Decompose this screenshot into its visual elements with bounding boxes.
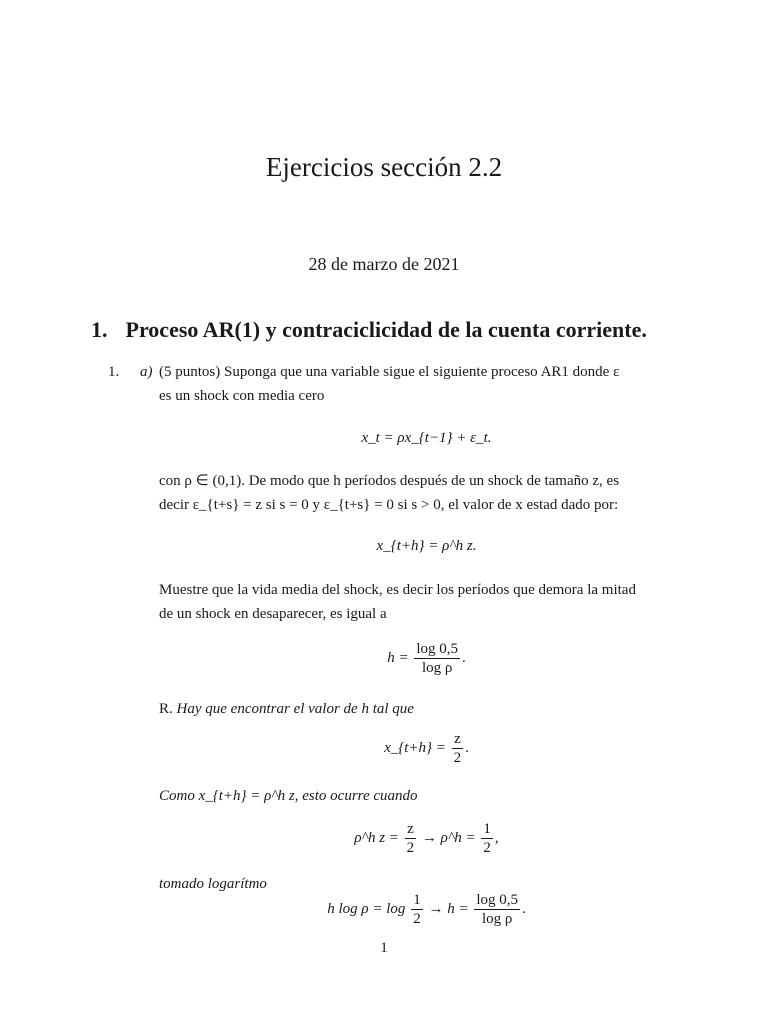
- eq5-denominator-2: 2: [483, 840, 491, 856]
- question-line-1: Muestre que la vida media del shock, es decir los períodos que demora la mitad: [159, 582, 636, 598]
- equation-condition: x_{t+h} = $\frac{z}{2}$ .: [384, 731, 469, 766]
- eq3-numerator: log 0,5: [416, 641, 459, 657]
- intro-line-1: (5 puntos) Suponga que una variable sigue el siguiente proceso AR1 donde ε: [159, 364, 620, 380]
- definition-paragraph: [159, 469, 694, 517]
- question-line-2: de un shock en desaparecer, es igual a: [159, 606, 387, 622]
- answer-text: Hay que encontrar el valor de h tal que: [176, 701, 414, 717]
- equation-half-life: h = $\frac{\log 0,5}{\text{log ρ}}$ .: [387, 641, 466, 676]
- eq6-fraction-2: [474, 891, 520, 928]
- eq6-numerator-1: 1: [413, 892, 421, 908]
- document-date: 28 de marzo de 2021: [308, 254, 460, 274]
- answer-prefix: R.: [159, 701, 173, 717]
- eq6-denominator-1: 2: [413, 911, 421, 927]
- eq3-denominator: log ρ: [421, 660, 453, 676]
- eq3-fraction: [414, 640, 460, 677]
- section-title: Proceso AR(1) y contraciclicidad de la cuenta corriente.: [125, 317, 647, 342]
- tomado-paragraph: tomado logarítmo: [159, 876, 267, 892]
- answer-paragraph: [159, 697, 694, 721]
- como-paragraph: Como x_{t+h} = ρ^h z, esto ocurre cuando: [159, 788, 418, 804]
- eq5-denominator-1: 2: [406, 840, 415, 856]
- eq5-fraction-1: [405, 820, 417, 857]
- definition-line-2: decir ε_{t+s} = z si s = 0 y ε_{t+s} = 0 si s > 0, el valor de x estad dado por:: [159, 497, 619, 513]
- intro-line-2: es un shock con media cero: [159, 388, 325, 404]
- item-letter: a): [140, 364, 153, 380]
- eq5-part-a: ρ^h z =: [354, 829, 399, 846]
- eq6-part-a: h log ρ = log: [327, 900, 406, 917]
- eq6-part-b: → h =: [428, 900, 469, 917]
- section-heading: [91, 317, 647, 343]
- equation-impulse: x_{t+h} = ρ^h z.: [376, 538, 477, 554]
- eq6-numerator-2: log 0,5: [476, 892, 518, 908]
- section-number: 1.: [91, 317, 108, 342]
- eq5-part-b: → ρ^h =: [421, 829, 476, 846]
- question-paragraph: [159, 578, 694, 626]
- equation-log-solution: h log ρ = log $\frac{1}{2}$ → h = $\frac{\log 0,5}{\text{log ρ}}$ .: [327, 892, 526, 927]
- eq3-lhs: h =: [387, 649, 409, 666]
- eq4-fraction: [452, 730, 464, 767]
- eq6-denominator-2: log ρ: [481, 911, 513, 927]
- eq4-numerator: z: [452, 730, 464, 749]
- equation-rho-power: ρ^h z = $\frac{z}{2}$ → ρ^h = $\frac{1}{2}$ ,: [354, 821, 499, 856]
- eq6-fraction-1: [411, 891, 423, 928]
- eq4-lhs: x_{t+h} =: [384, 739, 446, 756]
- page-number: 1: [380, 940, 388, 956]
- eq5-numerator-2: 1: [483, 821, 491, 837]
- eq5-fraction-2: [481, 820, 493, 857]
- eq4-denominator: 2: [453, 750, 462, 766]
- document-title: Ejercicios sección 2.2: [265, 152, 503, 182]
- intro-paragraph: [159, 360, 694, 408]
- eq5-numerator-1: z: [405, 820, 417, 839]
- equation-ar1: x_t = ρx_{t−1} + ε_t.: [361, 430, 492, 446]
- definition-line-1: con ρ ∈ (0,1). De modo que h períodos después de un shock de tamaño z, es: [159, 473, 620, 489]
- item-number: 1.: [108, 364, 120, 380]
